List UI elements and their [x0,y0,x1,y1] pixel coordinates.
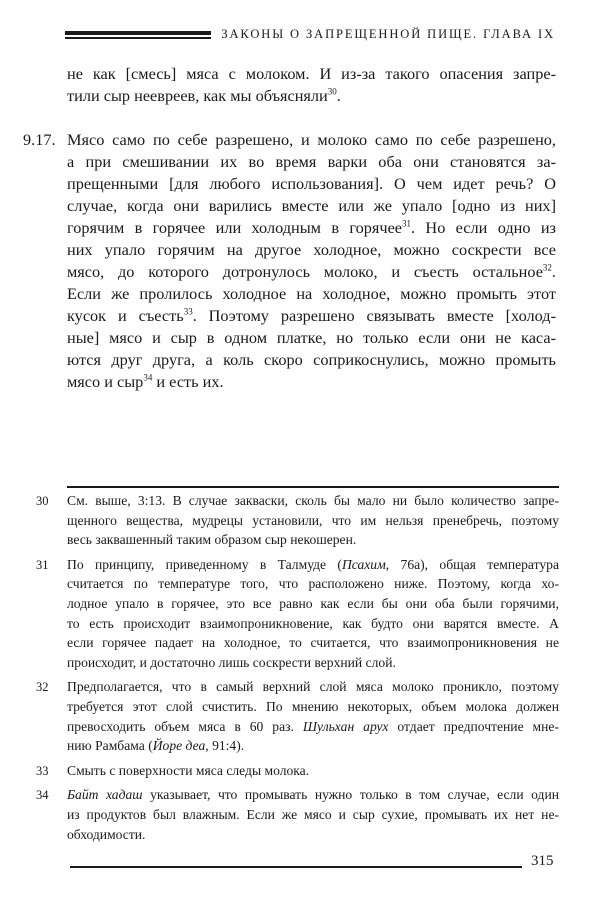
text-line: ные] мясо и сыр в одном платке, но только если они не каса- [67,328,556,347]
text-line: а при смешивании их во время варки оба они становятся за- [67,152,556,171]
text-segment: , 91:4). [205,738,245,754]
text-line: весь заквашенный таким образом сыр некошерен. [67,532,357,548]
text-line: не как [смесь] мяса с молоком. И из-за такого опасения запре- [67,64,556,83]
footnote-body [67,555,559,673]
text-line: Смыть с поверхности мяса следы молока. [67,762,310,778]
text-segment: отдает предпочтение мне- [388,718,559,734]
footnote-30 [0,491,600,550]
page-number: 315 [531,853,554,869]
text-segment: и есть их. [152,372,224,391]
text-segment: тили сыр неевреев, как мы объясняли [67,86,328,105]
footer-rule [70,866,522,868]
text-line: ются друг друга, а коль скоро соприкоснулись, можно промыть [67,350,556,369]
text-line: требуется этот слой счистить. По мнению некоторых, объем молока должен [67,698,559,714]
text-line: то есть происходит взаимопроникновение, как будто они варятся вместе. А [67,615,559,631]
text-segment: нию Рамбама ( [67,738,153,754]
text-segment: . Поэтому разрешено связывать вместе [холод- [192,306,557,325]
section-number: 9.17. [23,130,56,149]
text-segment: . [551,262,556,281]
running-head [65,24,555,44]
text-segment: По принципу, приведенному в Талмуде ( [67,556,342,572]
text-line: если горячее падает на холодное, то считается, что взаимопроникновения не [67,635,559,651]
text-segment: , 76а), общая температура [385,556,559,572]
footnote-body [67,761,559,781]
text-segment: кусок и съесть [67,306,184,325]
footnote-ref[interactable]: 34 [143,372,153,383]
footnote-number: 32 [36,680,49,695]
text-line: Мясо само по себе разрешено, и молоко само по себе разрешено, [67,130,556,149]
text-line [67,785,559,805]
footnote-separator-rule [67,486,559,488]
text-segment: мясо, до которого дотронулось молоко, и съесть остальное [67,262,543,281]
footnote-34 [0,785,600,844]
footnote-ref[interactable]: 31 [402,218,412,229]
footnote-31 [0,555,600,673]
footnote-body [67,785,559,844]
source-title: Йоре деа [152,738,206,754]
header-rule-thick [65,31,211,35]
text-segment: указывает, что промывать нужно только в том случае, если один [142,787,559,803]
footnote-ref[interactable]: 33 [183,306,193,317]
text-line: щенного вещества, мудрецы установили, что им нельзя пренебречь, поэтому [67,512,559,528]
footnote-32 [0,677,600,755]
text-line: См. выше, 3:13. В случае закваски, сколь бы мало ни было количество запре- [67,493,559,508]
text-line [67,85,556,107]
footnote-number: 31 [36,557,49,572]
source-title: Байт хадаш [67,787,143,803]
text-line [67,555,559,575]
text-segment: мясо и сыр [67,372,144,391]
footnote-number: 30 [36,494,49,508]
source-title: Псахим [341,556,386,572]
text-line [67,717,559,737]
text-line [67,261,556,283]
continuation-paragraph [67,63,556,107]
chapter-title: ЗАКОНЫ О ЗАПРЕЩЕННОЙ ПИЩЕ. ГЛАВА IX [221,26,555,41]
text-segment: превосходить объем мяса в 60 раз. [67,718,303,734]
source-title: Шульхан арух [302,718,389,734]
text-line: них упало горячим на другое холодное, можно соскрести все [67,240,556,259]
footnote-body [67,677,559,755]
footnote-ref[interactable]: 32 [542,262,552,273]
text-segment: . [336,86,341,105]
text-segment: . Но если одно из [411,218,556,237]
text-line: из продуктов был влажным. Если же мясо и сыр сухие, промывать их нет не- [67,806,559,822]
footnote-body [67,491,559,550]
section-paragraph [67,129,556,393]
footnote-number: 33 [36,763,49,778]
footnote-ref[interactable]: 30 [327,86,337,97]
text-line [67,371,556,393]
text-line: происходит, и достаточно лишь соскрести верхний слой. [67,654,396,670]
header-rule-thin [65,37,211,39]
text-line [67,217,556,239]
text-line [67,736,559,756]
header-ornamental-rule [65,30,211,38]
text-line: считается по температуре того, что расположено ниже. Поэтому, когда хо- [67,576,559,592]
text-segment: горячим в горячее или холодным в горячее [67,218,403,237]
text-line: прещенными [для любого использования]. О чем идет речь? О [67,174,556,193]
footnote-33 [0,761,600,781]
footnote-number: 34 [36,788,49,803]
text-line: случае, когда они варились вместе или же упало [одно из них] [67,196,556,215]
text-line: Предполагается, что в самый верхний слой мяса молоко проникло, поэтому [67,679,559,695]
text-line: обходимости. [67,826,146,842]
text-line [67,305,556,327]
text-line: лодное упало в горячее, это все равно как если бы они оба были горячими, [67,595,559,611]
footnotes [0,491,600,849]
text-line: Если же пролилось холодное на холодное, можно промыть этот [67,284,556,303]
